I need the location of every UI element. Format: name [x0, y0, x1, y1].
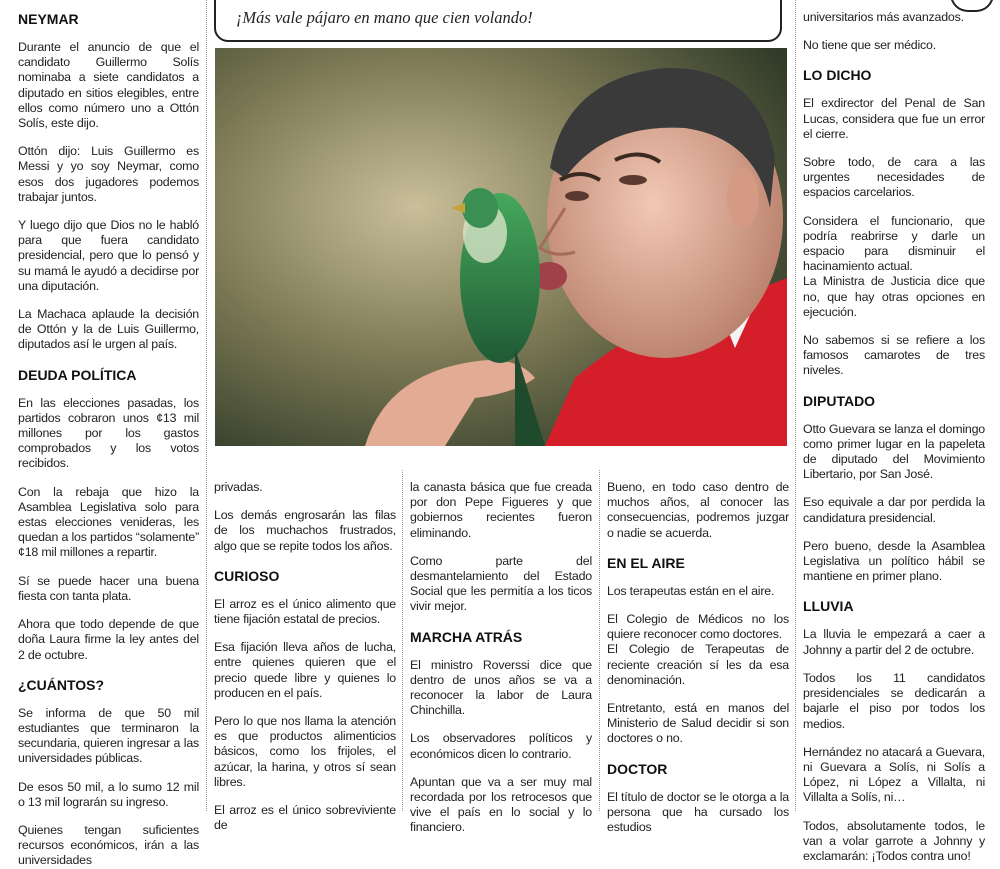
- paragraph: Con la rebaja que hizo la Asamblea Legislativa solo para estas elecciones venideras, les quedan a los partidos “solamente” ¢18 mil millones a repartir.: [18, 484, 199, 560]
- paragraph: La Ministra de Justicia dice que no, que hay otras opciones en ejecución.: [803, 274, 985, 319]
- paragraph: Se informa de que 50 mil estudiantes que terminaron la secundaria, quieren ingresar a las universidades públicas.: [18, 705, 199, 766]
- section-heading: LO DICHO: [803, 67, 872, 84]
- paragraph: Hernández no atacará a Guevara, ni Guevara a Solís, ni Solís a López, ni López a Villalta, ni Villalta a Solís, ni…: [803, 744, 985, 805]
- section-heading: MARCHA ATRÁS: [410, 628, 523, 645]
- column-5: [803, 10, 985, 863]
- section-heading: NEYMAR: [18, 11, 79, 27]
- column-rule: [402, 470, 403, 811]
- column-3: [410, 480, 592, 835]
- paragraph: Eso equivale a dar por perdida la candidatura presidencial.: [803, 495, 985, 525]
- paragraph: Pero lo que nos llama la atención es que productos alimenticios básicos, como los frijoles, el azúcar, la harina, y otros sí sean libres.: [214, 714, 396, 789]
- section-heading: ¿CUÁNTOS?: [18, 676, 105, 693]
- paragraph: De esos 50 mil, a lo sumo 12 mil o 13 mil lograrán su ingreso.: [18, 779, 199, 809]
- paragraph: Sí se puede hacer una buena fiesta con tanta plata.: [18, 573, 199, 603]
- paragraph: La Machaca aplaude la decisión de Ottón y la de Luis Guillermo, diputados así le urgen al país.: [18, 307, 199, 352]
- feature-photo: [215, 48, 787, 446]
- paragraph: No sabemos si se refiere a los famosos camarotes de tres niveles.: [803, 333, 985, 378]
- paragraph: El ministro Roverssi dice que dentro de unos años se va a reconocer la labor de Laura Chinchilla.: [410, 657, 592, 718]
- paragraph: Los observadores políticos y económicos dicen lo contrario.: [410, 731, 592, 761]
- paragraph: En las elecciones pasadas, los partidos cobraron unos ¢13 mil millones por los gastos comprobados y los votos recibidos.: [18, 395, 199, 471]
- section-heading: EN EL AIRE: [607, 554, 685, 571]
- paragraph: la canasta básica que fue creada por don Pepe Figueres y que gobiernos recientes fueron eliminando.: [410, 480, 592, 540]
- paragraph: El título de doctor se le otorga a la persona que ha cursado los estudios: [607, 789, 789, 835]
- paragraph: Durante el anuncio de que el candidato Guillermo Solís nominaba a siete candidatos a diputado en sitios elegibles, entre ellos como número uno a Ottón Solís, este dijo.: [18, 40, 199, 131]
- column-1: [18, 8, 199, 868]
- paragraph: Esa fijación lleva años de lucha, entre quienes quieren que el precio quede libre y quienes lo producen en el país.: [214, 640, 396, 700]
- paragraph: Ottón dijo: Luis Guillermo es Messi y yo soy Neymar, como esos dos jugadores podemos trabajar juntos.: [18, 144, 199, 204]
- quote-text: ¡Más vale pájaro en mano que cien volando!: [236, 8, 533, 27]
- paragraph: El exdirector del Penal de San Lucas, considera que fue un error el cierre.: [803, 96, 985, 141]
- paragraph: Ahora que todo depende de que doña Laura firme la ley antes del 2 de octubre.: [18, 617, 199, 662]
- paragraph: Y luego dijo que Dios no le habló para que fuera candidato presidencial, pero que lo pensó y su mamá le ayudó a decidirse por una diputación.: [18, 218, 199, 293]
- section-heading: CURIOSO: [214, 567, 280, 584]
- column-4: [607, 480, 789, 835]
- section-heading: DEUDA POLÍTICA: [18, 366, 137, 383]
- column-rule: [795, 0, 796, 811]
- paragraph: El arroz es el único sobreviviente de: [214, 803, 396, 833]
- paragraph: El arroz es el único alimento que tiene fijación estatal de precios.: [214, 596, 396, 627]
- paragraph: Entretanto, está en manos del Ministerio de Salud decidir si son doctores o no.: [607, 701, 789, 746]
- quote-box: [214, 0, 782, 42]
- paragraph: Los demás engrosarán las filas de los muchachos frustrados, algo que se repite todos los años.: [214, 508, 396, 553]
- column-rule: [599, 470, 600, 811]
- paragraph: Apuntan que va a ser muy mal recordada por los retrocesos que vive el país en lo social y lo financiero.: [410, 774, 592, 835]
- column-2: [214, 480, 396, 833]
- paragraph: Sobre todo, de cara a las urgentes necesidades de espacios carcelarios.: [803, 155, 985, 200]
- paragraph: privadas.: [214, 480, 263, 494]
- paragraph: Pero bueno, desde la Asamblea Legislativa un político hábil se mantiene en primer plano.: [803, 538, 985, 584]
- paragraph: Otto Guevara se lanza el domingo como primer lugar en la papeleta de diputado del Movimiento Libertario, por San José.: [803, 421, 985, 482]
- section-heading: DOCTOR: [607, 760, 668, 777]
- section-heading: LLUVIA: [803, 598, 854, 615]
- paragraph: El Colegio de Terapeutas de reciente creación sí les da esa denominación.: [607, 642, 789, 687]
- section-heading: DIPUTADO: [803, 392, 876, 409]
- paragraph: universitarios más avanzados.: [803, 10, 964, 24]
- paragraph: Como parte del desmantelamiento del Estado Social que les permitía a los ticos vivir mejor.: [410, 553, 592, 614]
- paragraph: No tiene que ser médico.: [803, 38, 936, 53]
- paragraph: Quienes tengan suficientes recursos económicos, irán a las universidades: [18, 822, 199, 868]
- paragraph: La lluvia le empezará a caer a Johnny a partir del 2 de octubre.: [803, 627, 985, 657]
- paragraph: El Colegio de Médicos no los quiere reconocer como doctores.: [607, 612, 789, 642]
- paragraph: Todos, absolutamente todos, le van a volar garrote a Johnny y exclamarán: ¡Todos contra uno!: [803, 818, 985, 863]
- paragraph: Los terapeutas están en el aire.: [607, 583, 775, 598]
- column-rule: [206, 0, 207, 811]
- paragraph: Considera el funcionario, que podría reabrirse y darle un espacio para disminuir el hacinamiento actual.: [803, 213, 985, 274]
- paragraph: Bueno, en todo caso dentro de muchos años, al conocer las consecuencias, podremos juzgar o nadie se acuerda.: [607, 480, 789, 540]
- photo-illustration: [215, 48, 787, 446]
- paragraph: Todos los 11 candidatos presidenciales se dedicarán a bajarle el piso por todos los medios.: [803, 670, 985, 731]
